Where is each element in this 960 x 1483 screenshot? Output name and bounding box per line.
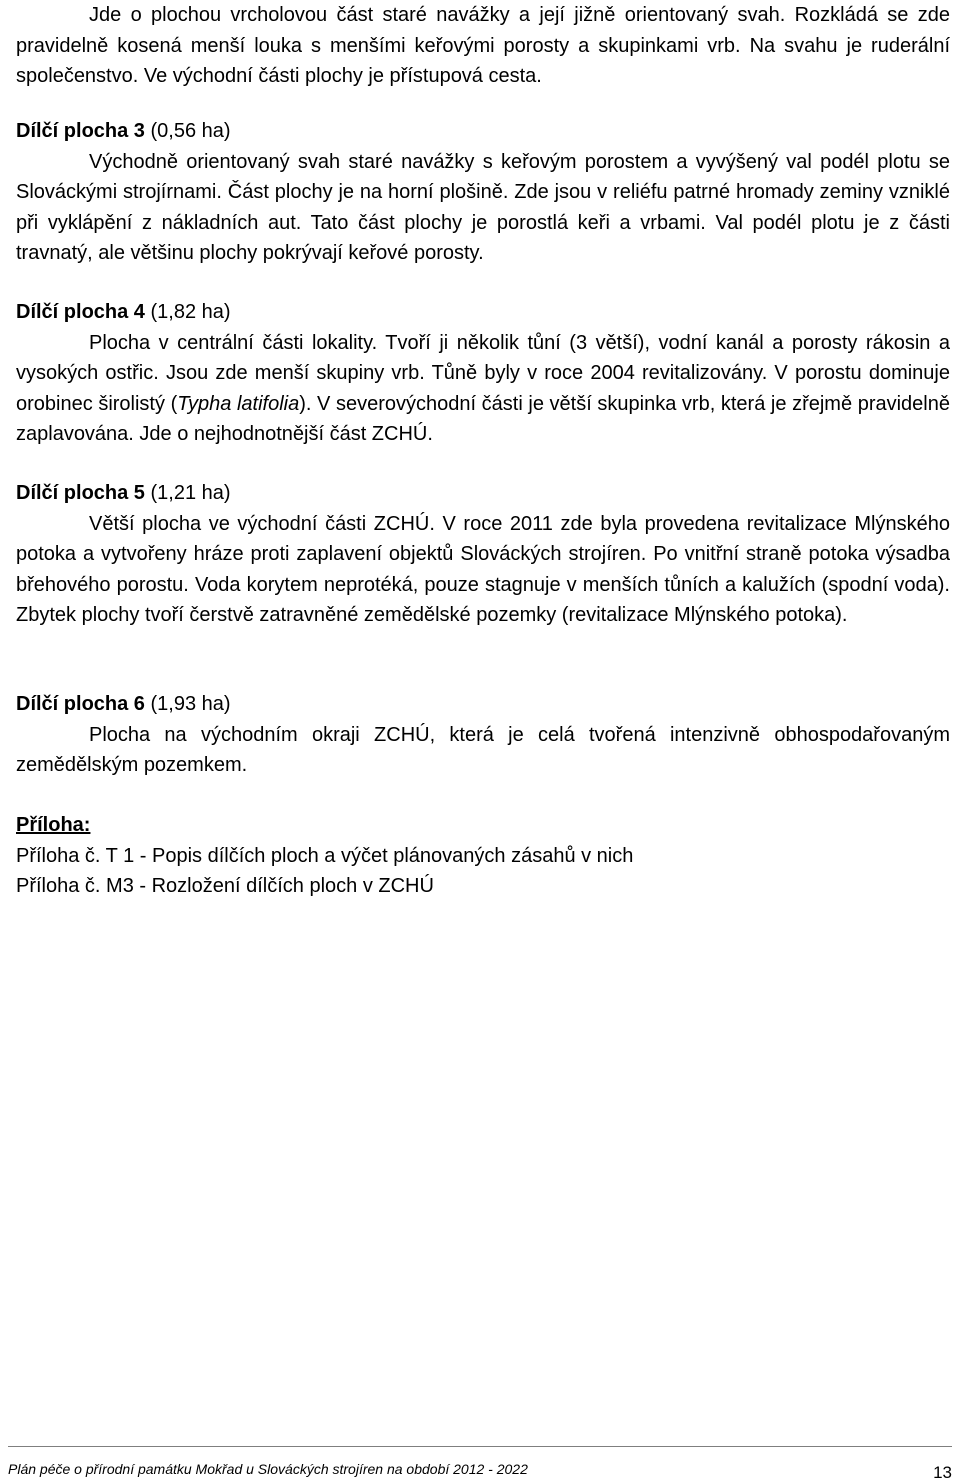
plocha-5-description: Větší plocha ve východní části ZCHÚ. V roce 2011 zde byla provedena revitalizace Mlýnského potoka a vytvořeny hráze proti zaplavení objektů Slováckých strojíren. Po vnitřní straně potoka výsadba břehového porostu. Voda korytem neprotéká, pouze stagnuje v menších tůních a kalužích (spodní voda). Zbytek plochy tvoří čerstvě zatravněné zemědělské pozemky (revitalizace Mlýnského potoka). bbox=[16, 512, 950, 626]
heading-plocha-4 bbox=[16, 297, 950, 328]
plocha-4-description bbox=[16, 328, 950, 450]
footer-title: Plán péče o přírodní památku Mokřad u Slováckých strojíren na období 2012 - 2022 bbox=[8, 1461, 528, 1477]
intro-section bbox=[16, 0, 950, 92]
intro-paragraph: Jde o plochou vrcholovou část staré navážky a její jižně orientovaný svah. Rozkládá se zde pravidelně kosená menší louka s menšími keřovými porosty a skupinkami vrb. Na svahu je ruderální společenstvo. Ve východní části plochy je přístupová cesta. bbox=[16, 4, 950, 87]
plocha-3-label: Dílčí plocha 3 bbox=[16, 120, 145, 142]
plocha-3-description: Východně orientovaný svah staré navážky s keřovým porostem a vyvýšený val podél plotu se Slováckými strojírnami. Část plochy je na horní plošině. Zde jsou v reliéfu patrné hromady zeminy vzniklé při vyklápění z nákladních aut. Tato část plochy je porostlá keři a vrbami. Val podél plotu je z části travnatý, ale většinu plochy pokrývají keřové porosty. bbox=[16, 150, 950, 264]
page-footer bbox=[8, 1446, 952, 1482]
page-number: 13 bbox=[933, 1463, 952, 1482]
plocha-6-label: Dílčí plocha 6 bbox=[16, 693, 145, 715]
annex-item: Příloha č. T 1 - Popis dílčích ploch a výčet plánovaných zásahů v nich bbox=[16, 844, 634, 867]
plocha-3-area: (0,56 ha) bbox=[150, 120, 231, 142]
annex-item: Příloha č. M3 - Rozložení dílčích ploch v ZCHÚ bbox=[16, 875, 434, 897]
plocha-5-label: Dílčí plocha 5 bbox=[16, 482, 145, 504]
section-plocha-4 bbox=[16, 297, 950, 450]
plocha-4-species: Typha latifolia bbox=[177, 392, 300, 415]
plocha-4-label: Dílčí plocha 4 bbox=[16, 301, 145, 323]
section-plocha-5 bbox=[16, 478, 950, 631]
annex-section bbox=[16, 810, 950, 902]
plocha-6-area: (1,93 ha) bbox=[150, 693, 231, 715]
plocha-4-text-before: Plocha v centrální části lokality. Tvoří ji několik tůní (3 větší), vodní kanál a porosty rákosin a vysokých ostřic. Jsou zde menší skupiny vrb. Tůně byly v roce 2004 revitalizovány. V porostu dominuje orobinec širolistý ( bbox=[16, 331, 950, 415]
section-plocha-3 bbox=[16, 116, 950, 269]
section-plocha-6 bbox=[16, 689, 950, 781]
heading-plocha-6 bbox=[16, 689, 950, 720]
plocha-5-area: (1,21 ha) bbox=[150, 482, 231, 504]
plocha-6-description: Plocha na východním okraji ZCHÚ, která je celá tvořená intenzivně obhospodařovaným zemědělským pozemkem. bbox=[16, 723, 950, 776]
heading-plocha-5 bbox=[16, 478, 950, 509]
heading-plocha-3 bbox=[16, 116, 950, 147]
plocha-4-area: (1,82 ha) bbox=[150, 301, 231, 323]
annex-heading: Příloha: bbox=[16, 814, 91, 836]
plocha-4-text-after: ). V severovýchodní části je větší skupinka vrb, která je zřejmě pravidelně zaplavována. Jde o nejhodnotnější část ZCHÚ. bbox=[16, 392, 950, 445]
